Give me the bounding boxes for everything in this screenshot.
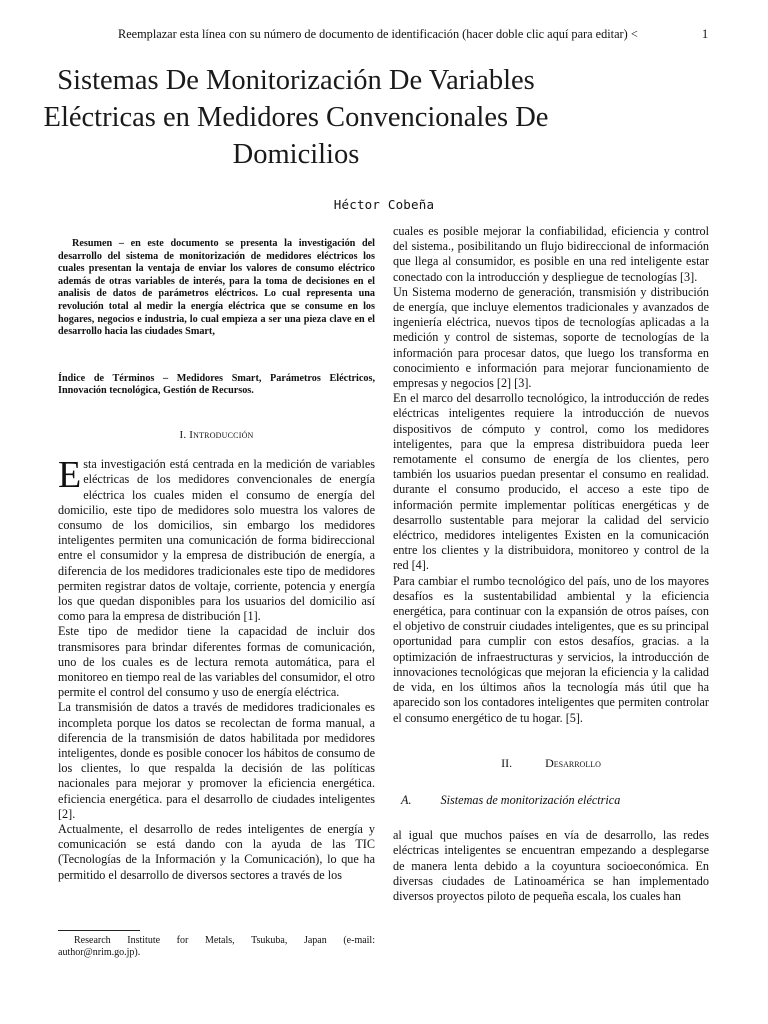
intro-paragraph-4: Actualmente, el desarrollo de redes inteligentes de energía y comunicación se está dando con la ayuda de las TIC (Tecnologías de la Información y la Comunicación), lo que ha permitido el desarrollo de diversos sectores a través de los bbox=[58, 822, 375, 882]
section-title: Introducción bbox=[189, 428, 254, 441]
right-paragraph-5: al igual que muchos países en vía de desarrollo, las redes eléctricas inteligentes se encuentran empezando a desplegarse de manera lenta debido a la coyuntura socioeconómica. En diversas ciudades de Latinoamérica se han implementado diversos proyectos piloto de pequeña escala, los cuales han bbox=[393, 828, 709, 903]
section-number: I. bbox=[179, 428, 187, 441]
running-header[interactable]: Reemplazar esta línea con su número de documento de identificación (hacer doble clic aquí para editar) < bbox=[118, 27, 638, 41]
page-number: 1 bbox=[702, 27, 709, 41]
intro-paragraph-2: Este tipo de medidor tiene la capacidad de incluir dos transmisores para brindar diferentes formas de comunicación, uno de los cuales es de lectura remota automática, para el monitoreo en tiempo real de las variables del consumidor, el otro permite el control del consumo y uso de energía eléctrica. bbox=[58, 624, 375, 700]
section-title: Desarrollo bbox=[545, 755, 601, 770]
subsection-number: A. bbox=[401, 792, 412, 807]
footnote bbox=[58, 930, 375, 960]
left-column bbox=[58, 238, 375, 883]
section-heading-desarrollo bbox=[393, 756, 709, 771]
abstract: Resumen – en este documento se presenta la investigación del desarrollo del sistema de monitorización de medidores eléctricos los cuales presentan la ventaja de enviar los valores de consumo eléctrico además de otras variables de interés, para la toma de decisiones en el analisis de datos de parámetros eléctricos. Lo cual representa una revolución total al medir la energía eléctrica que se consume en los hogares, negocios e industria, lo cual empieza a ser una pieza clave en el desarrollo hacia las ciudades Smart, bbox=[58, 238, 375, 338]
footnote-text: Research Institute for Metals, Tsukuba, Japan (e-mail: author@nrim.go.jp). bbox=[58, 935, 375, 959]
intro-paragraph-1 bbox=[58, 454, 375, 624]
right-paragraph-2: Un Sistema moderno de generación, transmisión y distribución de energía, que incluye elementos tradicionales y avanzados de ingeniería eléctrica, nuevos tipos de tecnologías aplicadas a la medición y control de sistemas, soporte de tecnologías de la información para procesar datos, que luego los transforma en conocimiento e información para mejorar funcionamiento de empresas y negocios [2] [3]. bbox=[393, 284, 709, 391]
index-terms: Índice de Términos – Medidores Smart, Parámetros Eléctricos, Innovación tecnológica, Gestión de Recursos. bbox=[58, 372, 375, 397]
footnote-rule bbox=[58, 930, 140, 931]
paper-title: Sistemas De Monitorización De Variables Eléctricas en Medidores Convencionales De Domicilios bbox=[43, 65, 549, 170]
intro-paragraph-1-text: sta investigación está centrada en la medición de variables eléctricas de los medidores convencionales de energía eléctrica los cuales miden el consumo de energía del domicilio, este tipo de medidores solo muestra los valores de consumo de los domicilios, sin embargo los medidores inteligentes permiten una comunicación de forma bidireccional entre el consumidor y la empresa de distribución de energía, a diferencia de los medidores tradicionales este tipo de medidores permiten registrar datos de voltaje, corriente, potencia y energía los que quedan disponibles para los usuarios del domicilio así como para la empresa de distribución [1]. bbox=[58, 457, 375, 624]
subsection-heading bbox=[401, 793, 709, 808]
intro-paragraph-3: La transmisión de datos a través de medidores tradicionales es incompleta porque los datos se recolectan de forma manual, a diferencia de la transmisión de datos habilitada por medidores inteligentes, donde es posible conocer los hábitos de consumo de los clientes, lo que respalda la decisión de las políticas nacionales para mejorar y promover la eficiencia energética. eficiencia energética. para el desarrollo de ciudades inteligentes [2]. bbox=[58, 700, 375, 821]
subsection-title: Sistemas de monitorización eléctrica bbox=[440, 792, 621, 807]
right-column bbox=[393, 224, 709, 904]
author-name: Héctor Cobeña bbox=[333, 197, 435, 212]
right-paragraph-4: Para cambiar el rumbo tecnológico del país, uno de los mayores desafíos es la sustentabilidad ambiental y la eficiencia energética, para continuar con la expansión de otros países, con el objetivo de construir ciudades inteligentes, que es su principal oportunidad para cumplir con estos desafíos, gracias. a la optimización de infraestructuras y servicios, la introducción de innovaciones tecnológicas que mejoran la eficiencia y la calidad de vida, en los últimos años la tecnología más útil que ha aparecido son los contadores inteligentes que permiten controlar el consumo energético de tu hogar. [5]. bbox=[393, 573, 709, 725]
right-paragraph-3: En el marco del desarrollo tecnológico, la introducción de redes eléctricas inteligentes requiere la introducción de nuevos dispositivos de cómputo y control, como los medidores inteligentes, para que la empresa distribuidora pueda leer remotamente el consumo de energía de los clientes, pero también los usuarios puedan presentar el consumo en realidad. durante el consumo producido, el acceso a este tipo de información permite implementar políticas energéticas y de desarrollo sustentable para mejorar la calidad del servicio eléctrico, medidores inteligentes Existen en la comunicación entre los clientes y la distribuidora, monitoreo y control de la red [4]. bbox=[393, 391, 709, 573]
section-heading-introduccion bbox=[58, 428, 375, 443]
right-paragraph-1: cuales es posible mejorar la confiabilidad, eficiencia y control del sistema., posibilitando un flujo bidireccional de información que llega al consumidor, es posible en una red inteligente estar conectado con la introducción y despliegue de tecnologías [3]. bbox=[393, 224, 709, 284]
drop-cap: E bbox=[58, 454, 82, 497]
section-number: II. bbox=[501, 755, 513, 770]
